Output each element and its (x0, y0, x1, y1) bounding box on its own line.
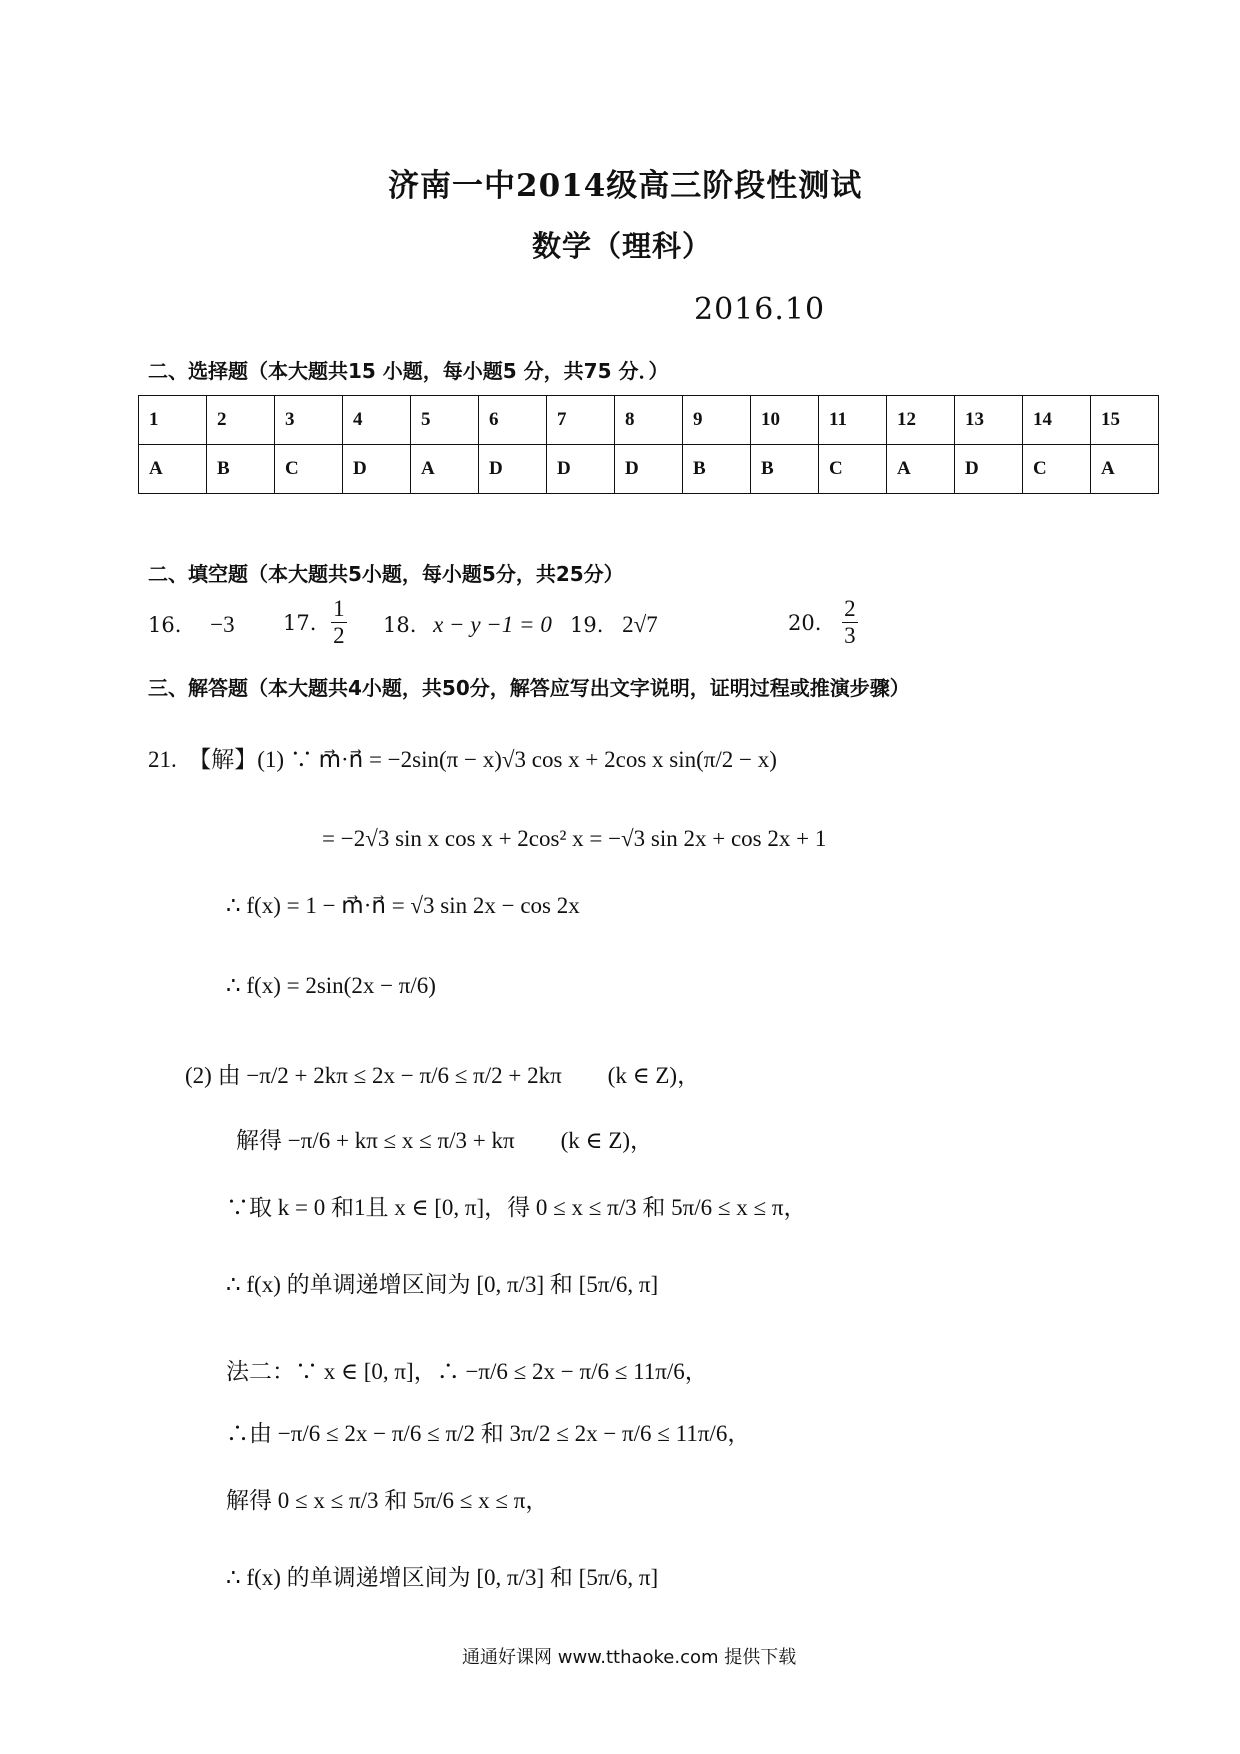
fraction-numerator: 2 (842, 596, 858, 623)
fill-answer: −3 (210, 612, 235, 637)
fill-number: 17. (283, 610, 317, 635)
answer-cell: B (207, 445, 275, 494)
fill-item-17 (283, 596, 350, 650)
answer-cell: A (139, 445, 207, 494)
answer-cell: C (1023, 445, 1091, 494)
answer-cell: A (887, 445, 955, 494)
page-title: 济南一中2014级高三阶段性测试 (388, 168, 863, 204)
answer-table-number-row (139, 396, 1159, 445)
question-number-cell: 10 (751, 396, 819, 445)
question-number-cell: 9 (683, 396, 751, 445)
question-number-cell: 8 (615, 396, 683, 445)
question-number-cell: 11 (819, 396, 887, 445)
answer-cell: D (547, 445, 615, 494)
solution-line-4: ∴ f(x) = 2sin(2x − π/6) (226, 973, 436, 998)
question-number-cell: 13 (955, 396, 1023, 445)
solution-line-1: 21. 【解】(1) ∵ m⃗·n⃗ = −2sin(π − x)√3 cos x + 2cos x sin(π/2 − x) (148, 747, 777, 772)
answer-cell: D (615, 445, 683, 494)
fill-answer-fraction (331, 596, 347, 650)
answer-cell: C (819, 445, 887, 494)
fill-item-16 (148, 612, 235, 638)
page-footer: 通通好课网 www.tthaoke.com 提供下载 (462, 1647, 797, 1668)
fill-answer: x − y −1 = 0 (433, 612, 552, 637)
fraction-numerator: 1 (331, 596, 347, 623)
answer-cell: C (275, 445, 343, 494)
answer-cell: B (683, 445, 751, 494)
solution-line-9: 法二：∵ x ∈ [0, π]，∴ −π/6 ≤ 2x − π/6 ≤ 11π/6， (226, 1359, 708, 1384)
answer-cell: D (479, 445, 547, 494)
fill-item-18 (383, 612, 552, 638)
section-heading-fill: 二、填空题（本大题共5小题，每小题5分，共25分） (148, 562, 624, 586)
fill-number: 18. (383, 613, 417, 637)
fill-item-20 (788, 596, 861, 650)
answer-cell: D (343, 445, 411, 494)
question-number-cell: 15 (1091, 396, 1159, 445)
answer-cell: A (411, 445, 479, 494)
solution-line-8: ∴ f(x) 的单调递增区间为 [0, π/3] 和 [5π/6, π] (226, 1272, 659, 1297)
fill-answer-fraction (842, 596, 858, 650)
page-subtitle: 数学（理科） (532, 229, 713, 263)
exam-date: 2016.10 (694, 292, 826, 327)
solution-line-3: ∴ f(x) = 1 − m⃗·n⃗ = √3 sin 2x − cos 2x (226, 893, 580, 918)
answer-cell: A (1091, 445, 1159, 494)
section-heading-choice: 二、选择题（本大题共15 小题，每小题5 分，共75 分．） (148, 359, 669, 383)
question-number-cell: 14 (1023, 396, 1091, 445)
fraction-denominator: 3 (844, 623, 856, 649)
fill-item-19 (570, 612, 658, 638)
question-number-cell: 3 (275, 396, 343, 445)
question-number-cell: 12 (887, 396, 955, 445)
answer-table-answer-row (139, 445, 1159, 494)
question-number-cell: 4 (343, 396, 411, 445)
fill-answer: 2√7 (622, 612, 658, 637)
question-number-cell: 1 (139, 396, 207, 445)
solution-line-12: ∴ f(x) 的单调递增区间为 [0, π/3] 和 [5π/6, π] (226, 1565, 659, 1590)
fill-number: 20. (788, 610, 822, 635)
question-number-cell: 7 (547, 396, 615, 445)
answer-cell: B (751, 445, 819, 494)
solution-line-11: 解得 0 ≤ x ≤ π/3 和 5π/6 ≤ x ≤ π， (226, 1488, 549, 1513)
question-number-cell: 5 (411, 396, 479, 445)
question-number-cell: 6 (479, 396, 547, 445)
fill-number: 16. (148, 613, 182, 637)
section-heading-solution: 三、解答题（本大题共4小题，共50分，解答应写出文字说明，证明过程或推演步骤） (148, 676, 910, 700)
solution-line-6: 解得 −π/6 + kπ ≤ x ≤ π/3 + kπ (k ∈ Z)， (236, 1128, 654, 1153)
fill-number: 19. (570, 613, 604, 637)
answer-cell: D (955, 445, 1023, 494)
solution-line-2: = −2√3 sin x cos x + 2cos² x = −√3 sin 2x + cos 2x + 1 (322, 826, 827, 851)
solution-line-5: (2) 由 −π/2 + 2kπ ≤ 2x − π/6 ≤ π/2 + 2kπ (k ∈ Z)， (185, 1063, 701, 1088)
solution-line-7: ∵取 k = 0 和1且 x ∈ [0, π]，得 0 ≤ x ≤ π/3 和 5π/6 ≤ x ≤ π， (226, 1195, 807, 1220)
answer-table (138, 395, 1159, 494)
solution-line-10: ∴由 −π/6 ≤ 2x − π/6 ≤ π/2 和 3π/2 ≤ 2x − π/6 ≤ 11π/6， (226, 1421, 751, 1446)
question-number-cell: 2 (207, 396, 275, 445)
fraction-denominator: 2 (333, 623, 345, 649)
